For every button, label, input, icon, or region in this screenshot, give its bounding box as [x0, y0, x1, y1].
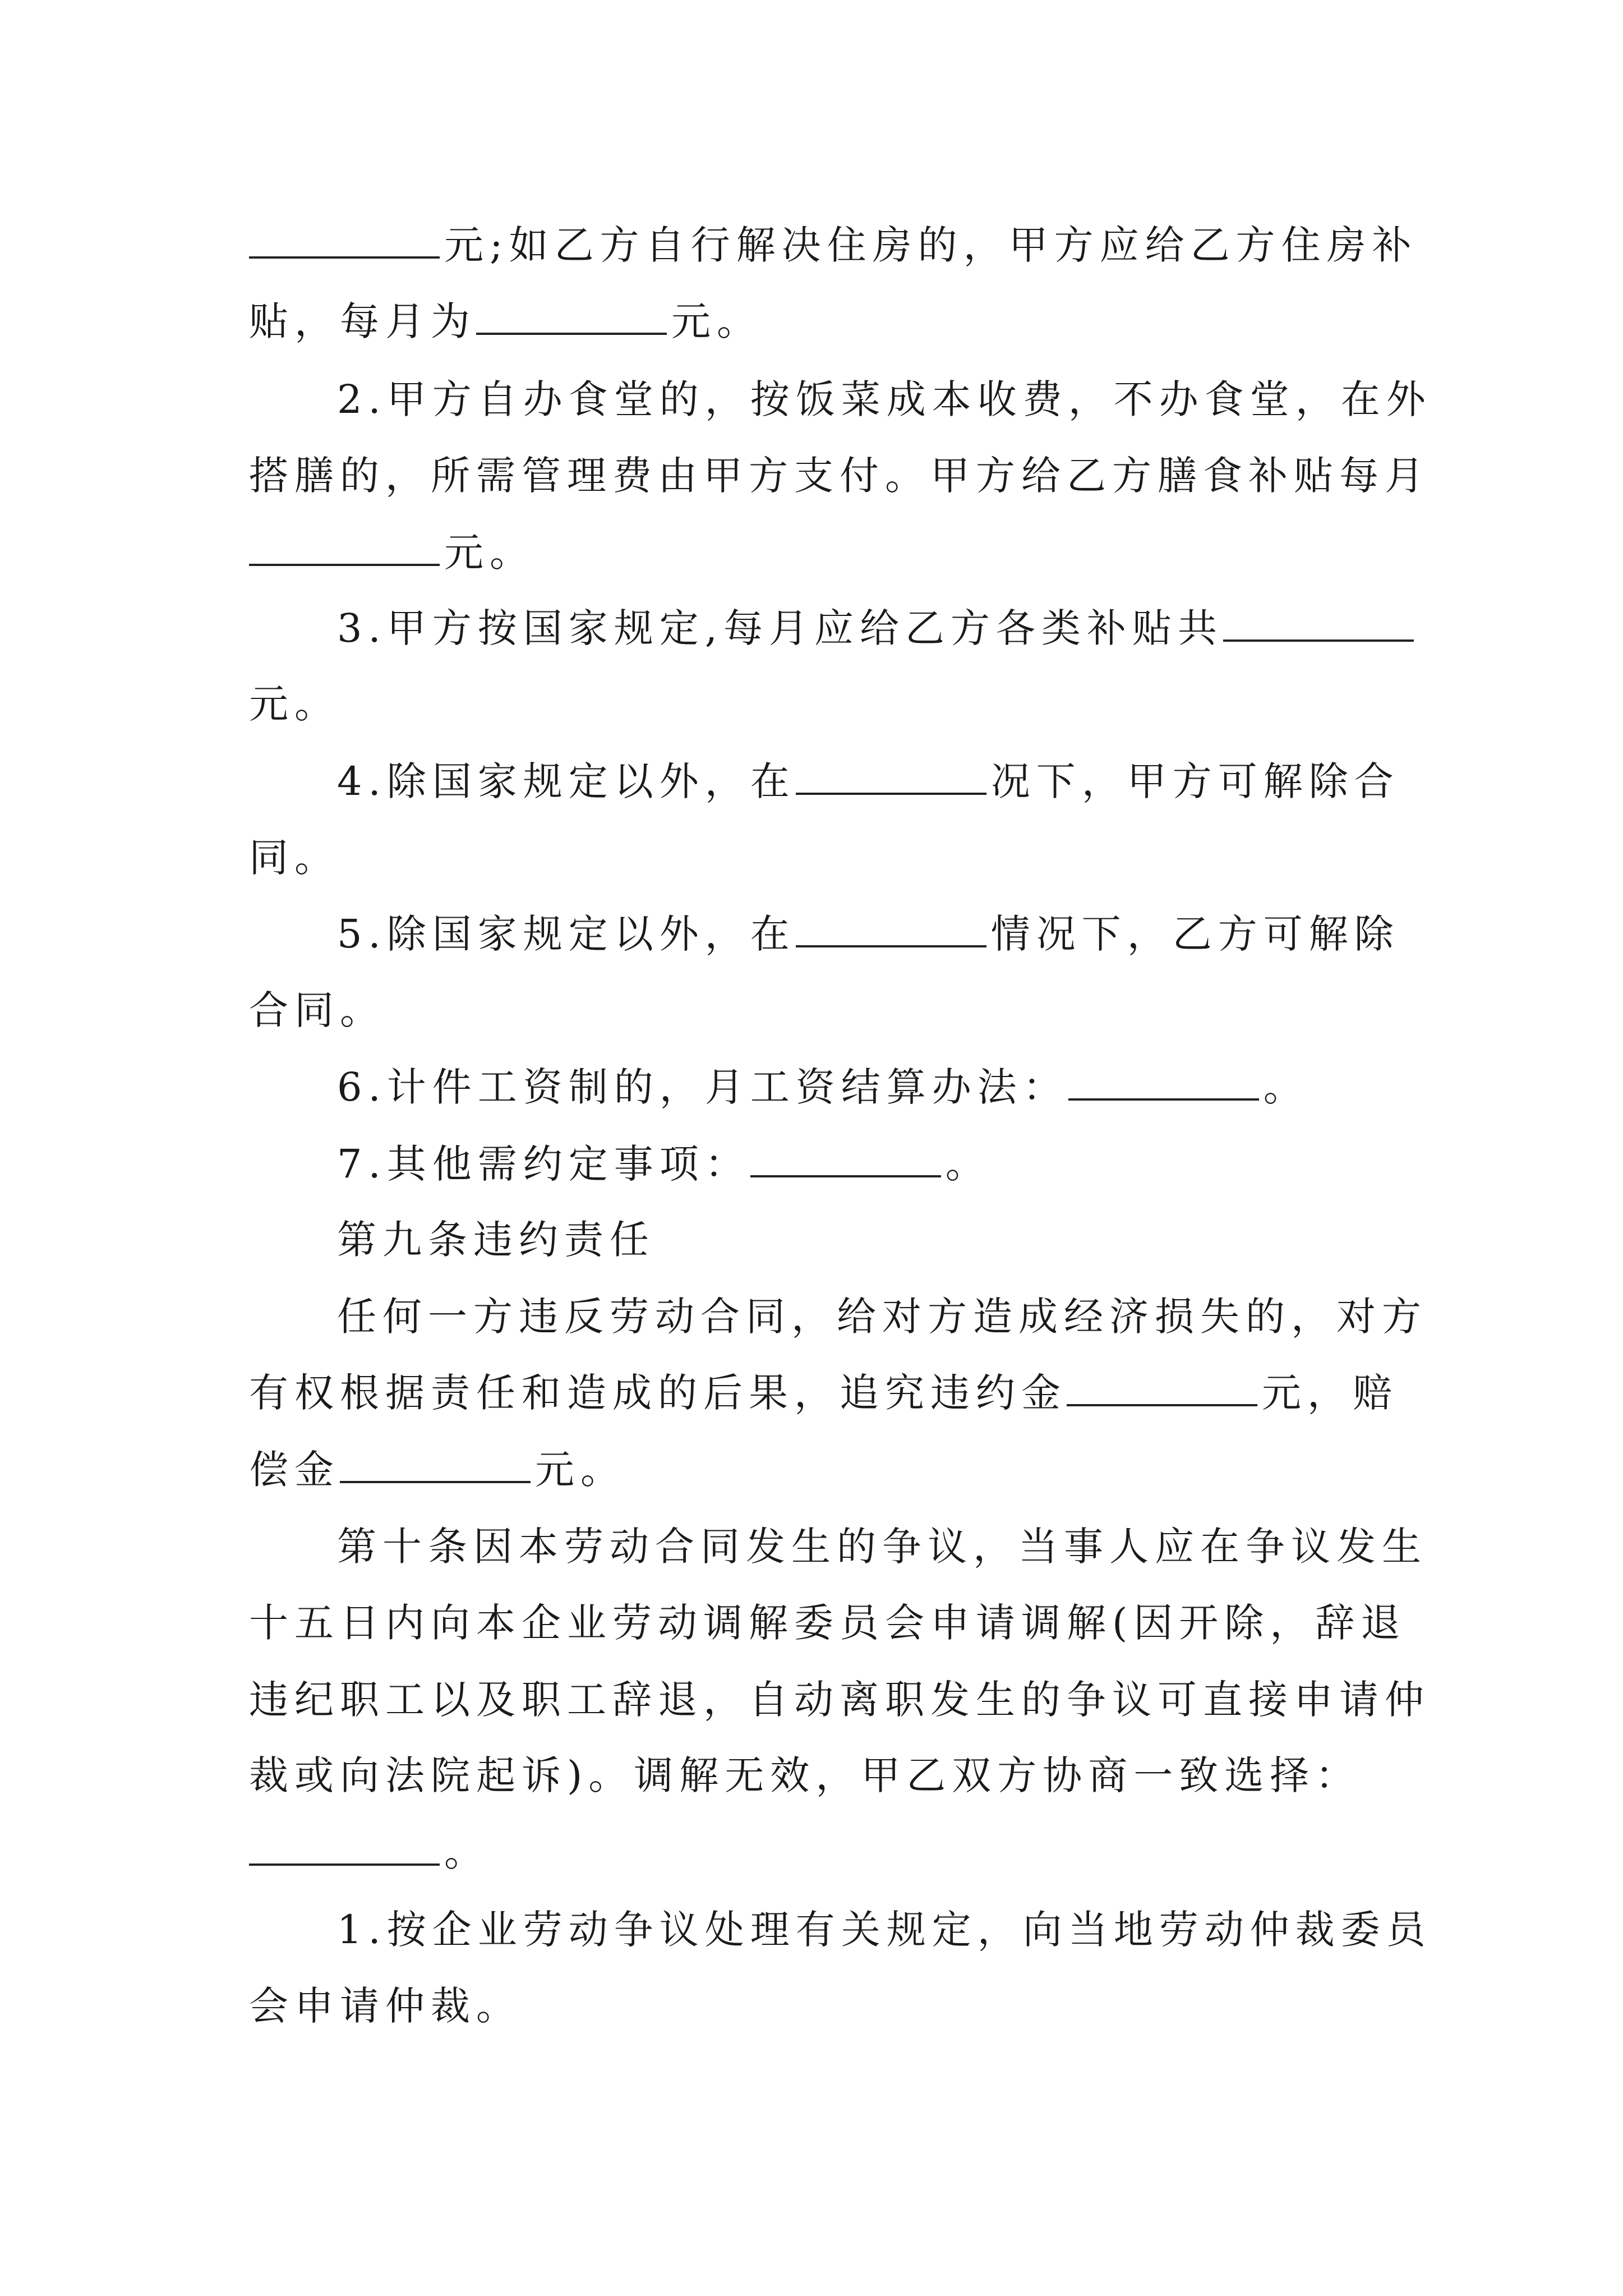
text-line — [249, 450, 1430, 501]
line-text: 元;如乙方自行解决住房的，甲方应给乙方住房补 — [444, 222, 1418, 268]
line-text: 3.甲方按国家规定,每月应给乙方各类补贴共 — [337, 605, 1224, 651]
text-line — [249, 527, 535, 578]
text-line — [249, 679, 340, 729]
article-10-body — [337, 1521, 1427, 1572]
clause-3 — [337, 603, 1418, 654]
line-text: 4.除国家规定以外，在 — [337, 758, 796, 804]
line-text: 元。 — [535, 1447, 626, 1493]
text-line — [249, 832, 340, 883]
fill-blank[interactable] — [796, 945, 986, 947]
option-1 — [337, 1904, 1432, 1955]
line-text: 有权根据责任和造成的后果，追究违约金 — [249, 1370, 1067, 1416]
fill-blank[interactable] — [249, 256, 440, 259]
line-text: 元，赔 — [1262, 1370, 1398, 1416]
clause-4 — [337, 756, 1400, 807]
line-text: 元。 — [671, 298, 762, 344]
line-text: 裁或向法院起诉)。调解无效，甲乙双方协商一致选择： — [249, 1752, 1361, 1798]
line-text: 合同。 — [249, 987, 385, 1033]
line-text: 。 — [945, 1141, 991, 1187]
text-line — [249, 1827, 490, 1878]
line-text: 元。 — [249, 681, 340, 727]
line-text: 违纪职工以及职工辞退，自动离职发生的争议可直接申请仲 — [249, 1677, 1430, 1723]
fill-blank[interactable] — [1223, 639, 1414, 642]
line-text: 第十条因本劳动合同发生的争议，当事人应在争议发生 — [337, 1524, 1427, 1570]
line-text: 情况下，乙方可解除 — [990, 911, 1400, 957]
text-line — [249, 1598, 1406, 1648]
fill-blank[interactable] — [476, 333, 667, 335]
article-9-heading — [337, 1214, 655, 1265]
fill-blank[interactable] — [1067, 1404, 1257, 1406]
fill-blank[interactable] — [249, 564, 440, 566]
line-text: 十五日内向本企业劳动调解委员会申请调解(因开除，辞退 — [249, 1600, 1407, 1646]
clause-5 — [337, 909, 1400, 959]
clause-6 — [337, 1062, 1309, 1112]
clause-7 — [337, 1139, 991, 1189]
text-line — [249, 220, 1418, 270]
line-text: 元。 — [444, 530, 535, 576]
fill-blank[interactable] — [340, 1481, 531, 1483]
line-text: 1.按企业劳动争议处理有关规定，向当地劳动仲裁委员 — [337, 1907, 1432, 1953]
line-text: 6.计件工资制的，月工资结算办法： — [337, 1064, 1068, 1110]
line-text: 偿金 — [249, 1447, 340, 1493]
clause-2 — [337, 374, 1432, 425]
text-line — [249, 1750, 1361, 1801]
line-text: 第九条违约责任 — [337, 1217, 655, 1263]
line-text: 搭膳的，所需管理费由甲方支付。甲方给乙方膳食补贴每月 — [249, 453, 1430, 499]
line-text: 2.甲方自办食堂的，按饭菜成本收费，不办食堂，在外 — [337, 376, 1432, 422]
line-text: 任何一方违反劳动合同，给对方造成经济损失的，对方 — [337, 1294, 1427, 1340]
text-line — [249, 1444, 626, 1495]
fill-blank[interactable] — [249, 1864, 440, 1866]
text-line — [249, 985, 385, 1036]
fill-blank[interactable] — [750, 1175, 941, 1177]
text-line — [249, 1368, 1398, 1418]
text-line — [249, 296, 762, 347]
fill-blank[interactable] — [1068, 1098, 1259, 1101]
line-text: 会申请仲裁。 — [249, 1983, 522, 2029]
line-text: 5.除国家规定以外，在 — [337, 911, 796, 957]
line-text: 贴，每月为 — [249, 298, 476, 344]
article-9-body — [337, 1291, 1427, 1342]
line-text: 。 — [1263, 1064, 1309, 1110]
line-text: 。 — [444, 1829, 490, 1875]
text-line — [249, 1981, 522, 2031]
line-text: 同。 — [249, 835, 340, 881]
text-line — [249, 1674, 1430, 1725]
line-text: 况下，甲方可解除合 — [990, 758, 1400, 804]
line-text: 7.其他需约定事项： — [337, 1141, 750, 1187]
fill-blank[interactable] — [796, 793, 986, 795]
